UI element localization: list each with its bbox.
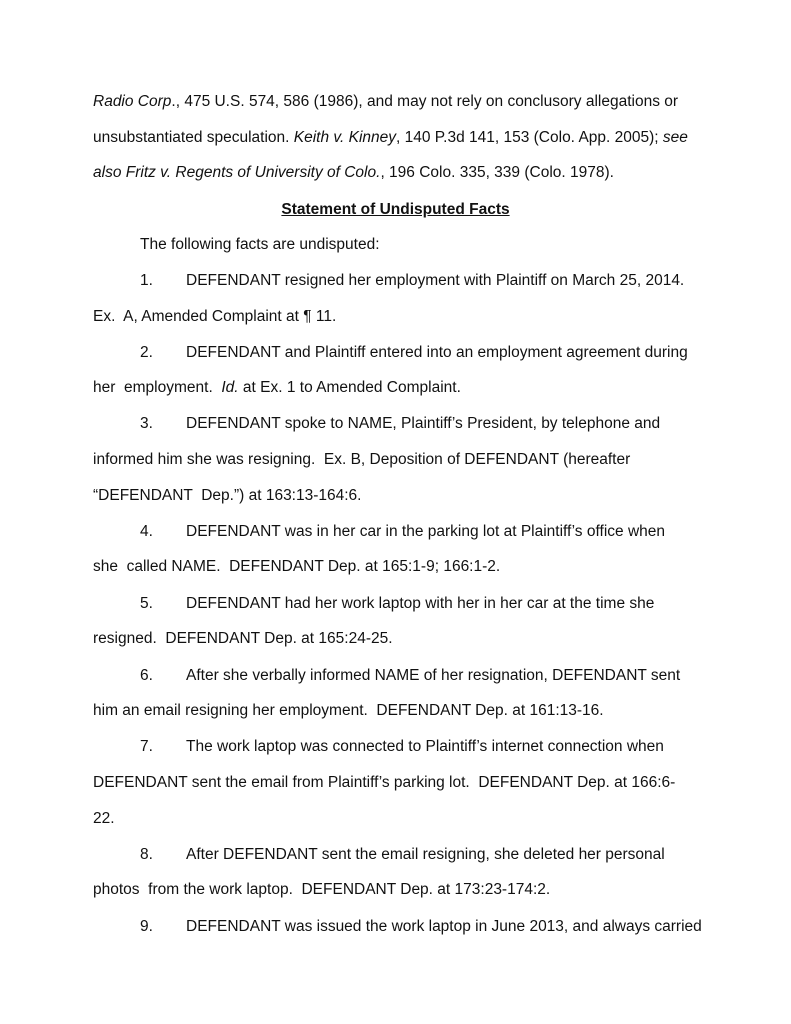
fact-text: resigned. DEFENDANT Dep. at 165:24-25.	[93, 630, 393, 647]
fact-number: 3.	[140, 415, 153, 432]
fact-number: 9.	[140, 918, 153, 935]
fact-number: 8.	[140, 846, 153, 863]
fact-text: Ex. A, Amended Complaint at ¶ 11.	[93, 308, 337, 325]
fact-text: The work laptop was connected to Plaintiff’s internet connection when	[186, 738, 664, 755]
citation-text: ., 475 U.S. 574, 586 (1986), and may not rely on conclusory allegations or	[171, 93, 679, 110]
body-text: her employment.	[93, 379, 222, 396]
fact-text: DEFENDANT had her work laptop with her in her car at the time she	[186, 595, 655, 612]
fact-text: “DEFENDANT Dep.”) at 163:13-164:6.	[93, 487, 362, 504]
body-text: at Ex. 1 to Amended Complaint.	[238, 379, 461, 396]
fact-text: she called NAME. DEFENDANT Dep. at 165:1-9; 166:1-2.	[93, 558, 501, 575]
fact-number: 7.	[140, 738, 153, 755]
section-heading: Statement of Undisputed Facts	[281, 201, 510, 218]
intro-line-1	[93, 92, 678, 112]
case-name: Radio Corp	[93, 93, 172, 110]
fact-number: 1.	[140, 272, 153, 289]
case-name: also Fritz v. Regents of University of Colo.	[93, 164, 381, 181]
intro-line-3	[93, 163, 614, 183]
case-name: Keith v. Kinney	[293, 129, 397, 146]
fact-text: DEFENDANT resigned her employment with Plaintiff on March 25, 2014.	[186, 272, 685, 289]
fact-text: After DEFENDANT sent the email resigning, she deleted her personal	[186, 846, 665, 863]
fact-number: 5.	[140, 595, 153, 612]
fact-text: After she verbally informed NAME of her resignation, DEFENDANT sent	[186, 667, 681, 684]
citation-signal: see	[662, 129, 688, 146]
intro-line-2	[93, 128, 688, 148]
fact-text	[93, 378, 461, 398]
citation-signal: Id.	[221, 379, 239, 396]
citation-text: , 140 P.3d 141, 153 (Colo. App. 2005);	[396, 129, 663, 146]
lead-paragraph: The following facts are undisputed:	[140, 236, 380, 253]
fact-text: DEFENDANT was issued the work laptop in June 2013, and always carried	[186, 918, 702, 935]
fact-text: 22.	[93, 810, 115, 827]
citation-text: , 196 Colo. 335, 339 (Colo. 1978).	[380, 164, 614, 181]
fact-text: photos from the work laptop. DEFENDANT Dep. at 173:23-174:2.	[93, 881, 551, 898]
body-text: unsubstantiated speculation.	[93, 129, 294, 146]
fact-text: him an email resigning her employment. DEFENDANT Dep. at 161:13-16.	[93, 702, 604, 719]
fact-number: 2.	[140, 344, 153, 361]
fact-text: DEFENDANT spoke to NAME, Plaintiff’s President, by telephone and	[186, 415, 661, 432]
fact-text: DEFENDANT and Plaintiff entered into an employment agreement during	[186, 344, 688, 361]
fact-text: informed him she was resigning. Ex. B, Deposition of DEFENDANT (hereafter	[93, 451, 631, 468]
fact-number: 4.	[140, 523, 153, 540]
fact-number: 6.	[140, 667, 153, 684]
fact-text: DEFENDANT sent the email from Plaintiff’s parking lot. DEFENDANT Dep. at 166:6-	[93, 774, 676, 791]
fact-text: DEFENDANT was in her car in the parking lot at Plaintiff’s office when	[186, 523, 665, 540]
